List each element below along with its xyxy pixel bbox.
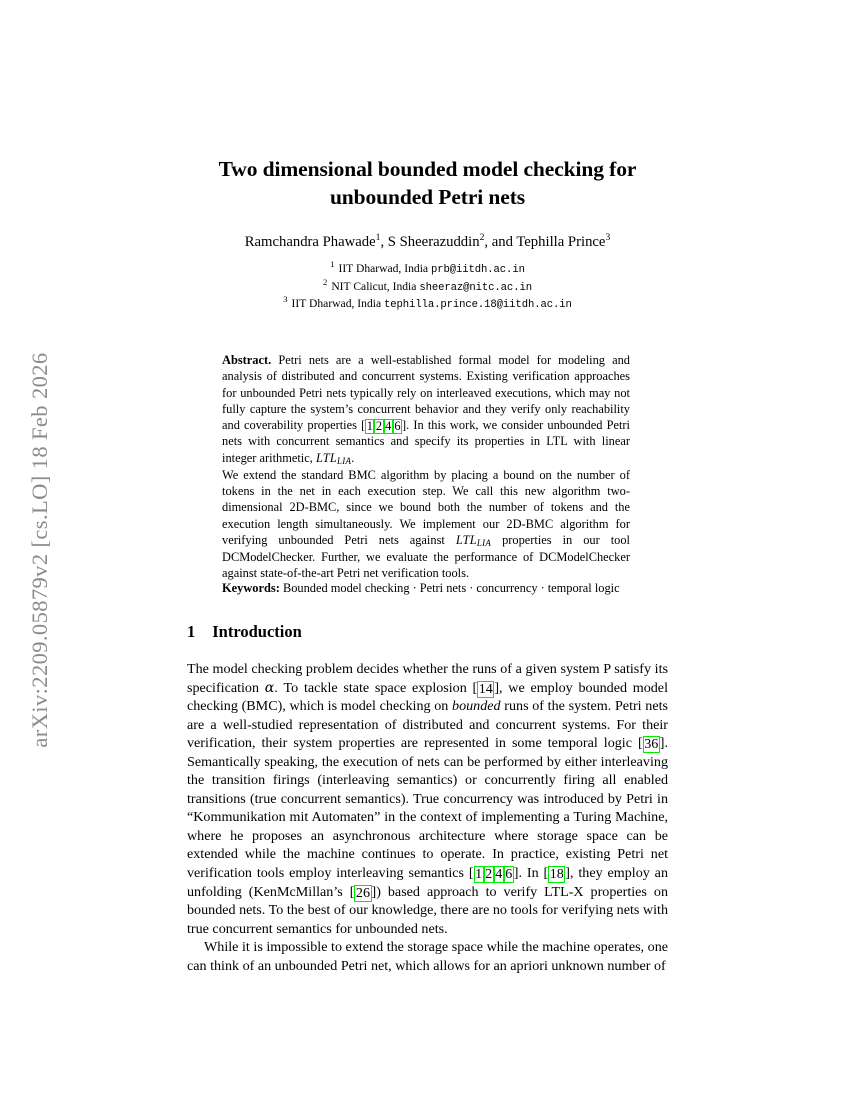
body-text [187,660,668,975]
affiliation-item [187,261,668,279]
citation-link[interactable]: 36 [644,736,659,753]
affiliation-email[interactable]: tephilla.prince.18@iitdh.ac.in [384,299,572,311]
author-affiliation-mark-1: 1 [375,232,381,244]
body-paragraph-2: While it is impossible to extend the storage space while the machine operates, one can think of an unbounded Petri net, which allows for an apriori unknown number of [187,939,668,974]
section-heading-introduction [187,622,668,642]
body-p1-text-a: The model checking problem decides whether the runs of a given system P satisfy its specification [187,661,668,696]
body-p1-text-h: ]) based approach to verify LTL-X properties on bounded nets. To the best of our knowledge, there are no tools for verifying nets with true concurrent semantics for unbounded nets. [187,883,668,937]
abstract-p1-text-b: ]. In this work, we consider unbounded Petri nets with concurrent semantics and specify its properties in LTL with linear integer arithmetic, [222,418,630,465]
abstract-paragraph-2 [222,467,630,582]
affiliation-email[interactable]: prb@iitdh.ac.in [430,264,525,276]
abstract-p1-text-c: . [351,450,355,465]
body-p1-text-e: ]. Semantically speaking, the execution of nets can be performed by either interleaving the transition firings (interleaving semantics) or concurrently firing all enabled transitions (true concurrent semantics). True concurrency was introduced by Petri in “Kommunikation mit Automaten” in the context of implementing a Turing Machine, where he proposes an asynchronous architecture where storage space can be extended while the machine continues to operate. In practice, existing Petri net verification tools employ interleaving semantics [ [187,735,668,882]
citation-link[interactable]: 26 [355,884,371,901]
affiliation-mark: 1 [330,259,335,270]
section-number: 1 [187,622,196,641]
affiliation-item [187,276,668,297]
affiliation-org: IIT Dharwad, India [291,297,382,310]
author-affiliation-mark-3: 3 [605,232,611,244]
citation-link[interactable]: 6 [505,866,513,883]
keyword-item: Petri nets [419,581,467,595]
section-title: Introduction [212,622,302,641]
math-base: LTL [455,532,477,547]
keywords-section [222,580,630,596]
keyword-separator: · [469,581,474,595]
keywords-heading: Keywords: [222,581,280,595]
title-line-1: Two dimensional bounded model checking for [218,157,637,181]
keyword-item: temporal logic [547,581,620,595]
citation-link[interactable]: 2 [485,866,493,883]
keyword-item: Bounded model checking [282,581,410,595]
affiliation-org: NIT Calicut, India [331,279,417,293]
math-base: LTL [315,450,337,465]
body-paragraph-1 [187,660,668,938]
affiliation-mark: 3 [283,294,288,305]
affiliation-item [187,296,668,314]
abstract-heading: Abstract. [222,353,272,367]
abstract-p2-text-a: We extend the standard BMC algorithm by placing a bound on the number of tokens in the net in each execution step. We call this new algorithm two-dimensional 2D-BMC, since we bound both the number of tokens and the execution length simultaneously. We implement our 2D-BMC algorithm for verifying unbounded Petri nets against [222,467,630,547]
author-list [187,232,668,252]
affiliation-mark: 2 [323,276,328,287]
citation-link[interactable]: 14 [478,680,493,697]
author-separator-1: , [380,234,388,250]
emphasis-bounded: bounded [452,698,501,715]
page-title [187,155,668,211]
keyword-item: concurrency [476,581,538,595]
citation-link[interactable]: 4 [495,866,503,883]
citation-link[interactable]: 6 [394,419,401,433]
math-subscript: LIA [476,538,492,549]
author-name-2: S Sheerazuddin [387,234,480,250]
abstract-section [222,352,630,582]
body-p1-text-c: ], we employ bounded model checking (BMC), which is model checking on [187,679,668,715]
math-subscript: LIA [336,456,352,467]
abstract-paragraph-1 [222,352,630,467]
author-separator-2: , and [484,234,517,250]
body-p1-text-b: . To tackle state space explosion [ [274,679,478,696]
math-ltl-lia [316,451,351,465]
citation-link[interactable]: 4 [385,419,392,433]
citation-link[interactable]: 1 [475,866,483,883]
citation-link[interactable]: 2 [375,419,383,433]
body-p1-text-d: runs of the system. Petri nets are a well-studied representation of distributed and concurrent systems. For their verification, their system properties are represented in some temporal logic [ [187,698,668,752]
body-p1-text-g: ], they employ an unfolding (KenMcMillan’s [ [187,865,668,900]
body-p1-text-f: ]. In [ [513,865,549,882]
citation-link[interactable]: 18 [549,866,564,883]
math-ltl-lia [456,533,491,547]
author-name-3: Tephilla Prince [516,234,606,250]
abstract-p1-text-a: Petri nets are a well-established formal model for modeling and analysis of distributed and concurrent systems. Existing verification approaches for unbounded Petri nets typically rely on interleaved executions, which may not fully capture the system’s concurrent behavior and they verify only reachability and coverability properties [ [222,353,630,432]
affiliation-org: IIT Dharwad, India [338,262,429,275]
citation-link[interactable]: 1 [366,419,373,433]
math-alpha: α [264,679,275,696]
abstract-p2-text-b: properties in our tool DCModelChecker. Further, we evaluate the performance of DCModelChecker against state-of-the-art Petri net verification tools. [222,532,630,581]
arxiv-stamp-text: arXiv:2209.05879v2 [cs.LO] 18 Feb 2026 [27,352,52,748]
affiliation-list [187,261,668,314]
title-line-2: unbounded Petri nets [329,185,526,209]
author-name-1: Ramchandra Phawade [244,234,376,250]
keyword-separator: · [412,581,417,595]
affiliation-email[interactable]: sheeraz@nitc.ac.in [419,281,532,294]
author-affiliation-mark-2: 2 [479,232,485,244]
keyword-separator: · [540,581,545,595]
